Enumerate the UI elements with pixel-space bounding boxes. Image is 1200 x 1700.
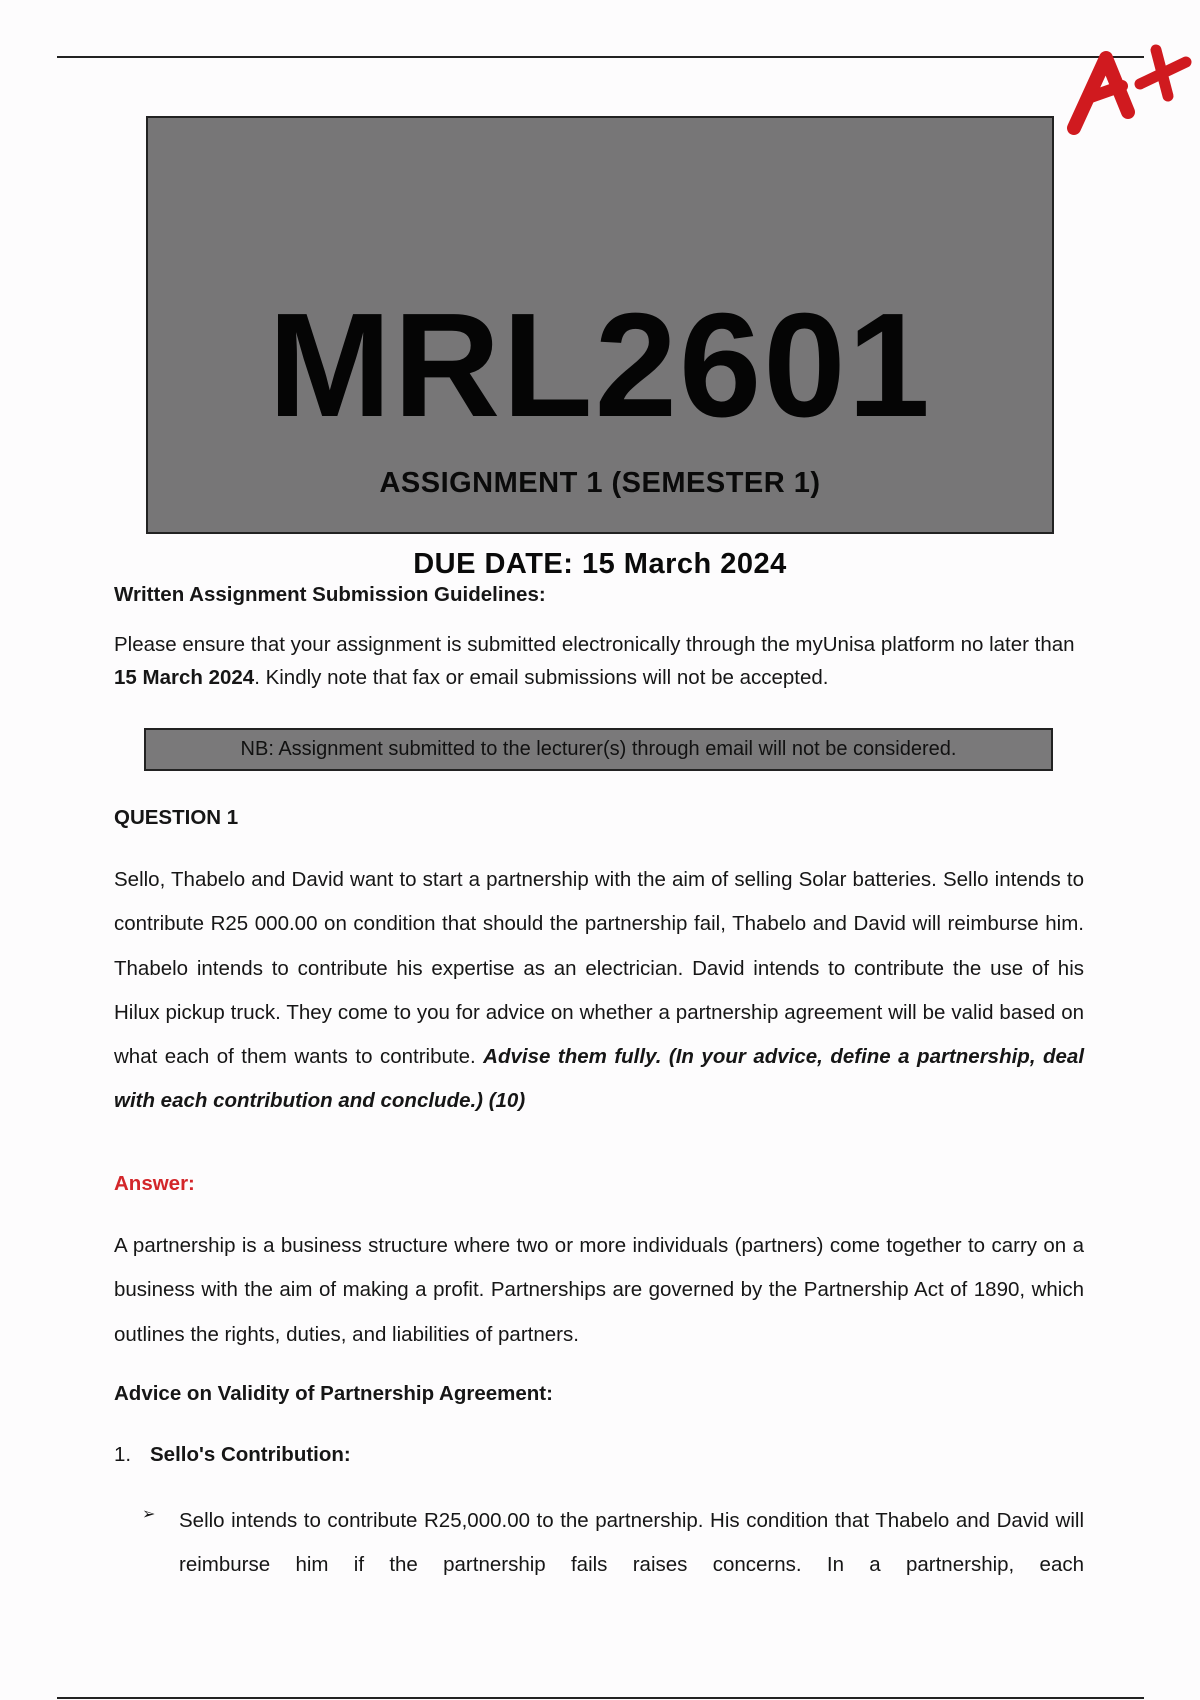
grade-stamp (1066, 36, 1196, 146)
answer-label: Answer: (114, 1172, 195, 1195)
question-instruction: Advise them fully. (In your advice, define a partnership, deal with each contribution and conclude.) (10) (114, 1045, 1085, 1113)
arrow-bullet-icon: ➢ (142, 1506, 156, 1523)
list-item-title: Sello's Contribution: (150, 1443, 351, 1466)
list-item-number: 1. (114, 1443, 132, 1466)
due-date: DUE DATE: 15 March 2024 (413, 548, 787, 580)
assignment-title: ASSIGNMENT 1 (SEMESTER 1) (379, 467, 821, 499)
bullet-text: Sello intends to contribute R25,000.00 to the partnership. His condition that Thabelo and David will reimburse him if the partnership fails raises concerns. In a partnership, each (179, 1509, 1084, 1577)
nb-notice: NB: Assignment submitted to the lecturer(s) through email will not be considered. (144, 728, 1053, 771)
guidelines-date: 15 March 2024 (114, 666, 255, 689)
question-body (114, 858, 1084, 1124)
advice-heading: Advice on Validity of Partnership Agreement: (114, 1382, 553, 1405)
bottom-rule (57, 1697, 1144, 1699)
list-item (114, 1443, 351, 1467)
guidelines-heading: Written Assignment Submission Guidelines: (114, 583, 546, 606)
top-rule (57, 56, 1144, 58)
guidelines-text-before: Please ensure that your assignment is submitted electronically through the myUnisa platform no later than (114, 633, 1075, 656)
question-text: Sello, Thabelo and David want to start a partnership with the aim of selling Solar batteries. Sello intends to contribute R25 000.00 on condition that should the partnership fail, Thabelo and David will reimburse him. Thabelo intends to contribute his expertise as an electrician. David intends to contribute the use of his Hilux pickup truck. They come to you for advice on whether a partnership agreement will be valid based on what each of them wants to contribute. (114, 868, 1084, 1069)
cover-box (146, 116, 1054, 580)
answer-intro: A partnership is a business structure where two or more individuals (partners) come together to carry on a business with the aim of making a profit. Partnerships are governed by the Partnership Act of 1890, which outlines the rights, duties, and liabilities of partners. (114, 1234, 1084, 1346)
question-heading: QUESTION 1 (114, 806, 239, 829)
guidelines-body (114, 628, 1084, 694)
course-code: MRL2601 (268, 283, 932, 448)
guidelines-text-after: . Kindly note that fax or email submissions will not be accepted. (254, 666, 829, 689)
